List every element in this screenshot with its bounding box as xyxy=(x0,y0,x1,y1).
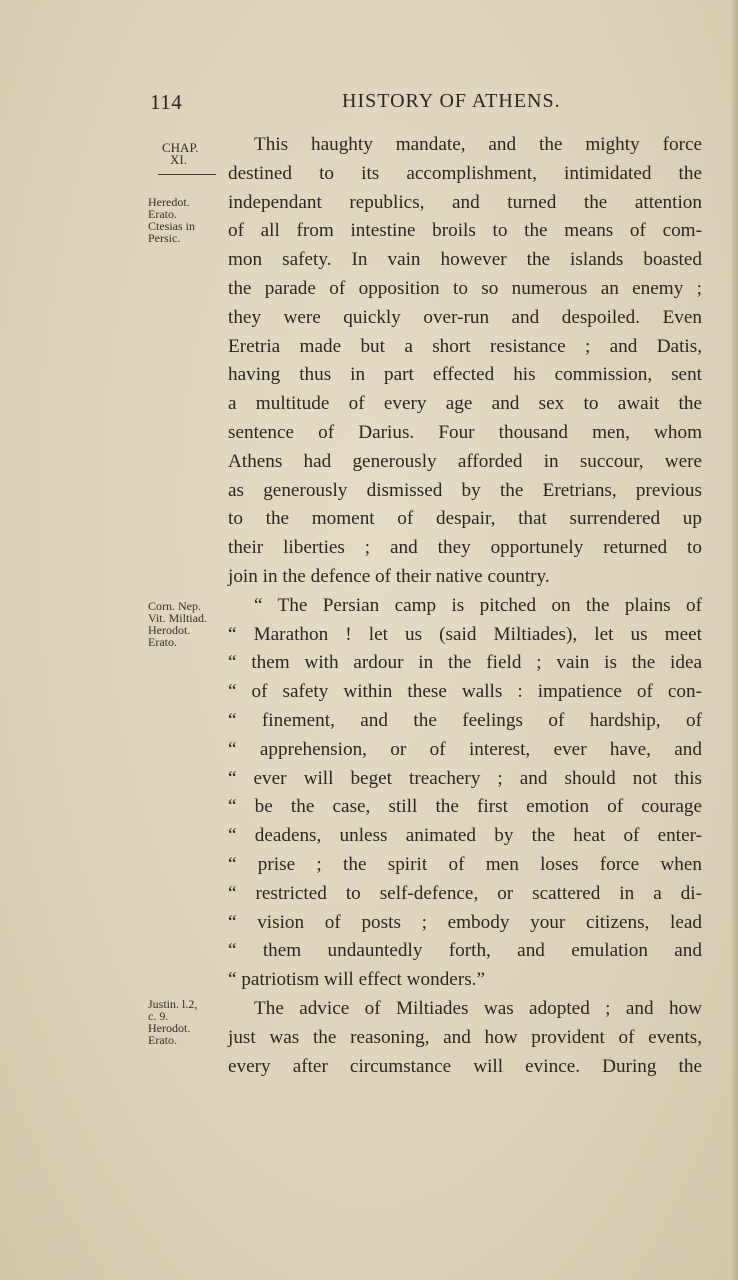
margin-note-line: Heredot. xyxy=(148,195,190,209)
quote-line: “ prise ; the spirit of men loses force when xyxy=(228,853,702,875)
quote-line: “ vision of posts ; embody your citizens, lead xyxy=(228,911,702,933)
text-line: every after circumstance will evince. During the xyxy=(228,1055,702,1077)
quote-line: “ The Persian camp is pitched on the plains of xyxy=(254,594,702,616)
text-line: their liberties ; and they opportunely returned to xyxy=(228,537,702,559)
page-header xyxy=(0,90,738,114)
page-number: 114 xyxy=(150,90,183,114)
margin-note-corn-nep xyxy=(148,600,207,648)
text-line: sentence of Darius. Four thousand men, whom xyxy=(228,421,702,443)
quote-line: “ Marathon ! let us (said Miltiades), let us meet xyxy=(228,623,702,645)
text-line: having thus in part effected his commission, sent xyxy=(228,364,702,386)
chapter-marker xyxy=(162,142,199,166)
chapter-label: CHAP. xyxy=(162,140,199,155)
page-edge xyxy=(732,0,738,1280)
text-line: a multitude of every age and sex to await the xyxy=(228,393,702,415)
margin-note-line: Erato. xyxy=(148,207,177,221)
margin-note-line: Justin. l.2, xyxy=(148,997,198,1011)
margin-note-line: c. 9. xyxy=(148,1009,169,1023)
margin-note-line: Erato. xyxy=(148,1033,177,1047)
text-line: Athens had generously afforded in succour, were xyxy=(228,450,702,472)
quote-line: “ restricted to self-defence, or scattered in a di- xyxy=(228,882,702,904)
text-line: independant republics, and turned the attention xyxy=(228,191,702,213)
quote-line: “ ever will beget treachery ; and should not this xyxy=(228,767,702,789)
quote-line: “ them with ardour in the field ; vain is the idea xyxy=(228,652,702,674)
text-line: they were quickly over-run and despoiled. Even xyxy=(228,306,702,328)
text-line: This haughty mandate, and the mighty force xyxy=(254,134,702,155)
margin-note-heredot xyxy=(148,196,195,244)
text-line: of all from intestine broils to the means of com- xyxy=(228,220,702,242)
running-head: HISTORY OF ATHENS. xyxy=(342,90,561,112)
text-line: just was the reasoning, and how provident of events, xyxy=(228,1026,702,1048)
chapter-number: XI. xyxy=(170,152,187,167)
margin-note-line: Herodot. xyxy=(148,1021,191,1035)
margin-note-line: Vit. Miltiad. xyxy=(148,611,207,625)
quote-line: “ apprehension, or of interest, ever have, and xyxy=(228,738,702,760)
quote-line: “ deadens, unless animated by the heat of enter- xyxy=(228,825,702,847)
margin-note-justin xyxy=(148,998,197,1046)
text-line: as generously dismissed by the Eretrians, previous xyxy=(228,479,702,501)
quote-line: “ patriotism will effect wonders.” xyxy=(228,969,485,991)
margin-note-line: Ctesias in xyxy=(148,219,195,233)
margin-note-line: Erato. xyxy=(148,635,177,649)
text-line: the parade of opposition to so numerous an enemy ; xyxy=(228,277,702,299)
text-line: to the moment of despair, that surrendered up xyxy=(228,508,702,530)
body-text xyxy=(228,131,702,1081)
quote-line: “ of safety within these walls : impatience of con- xyxy=(228,681,702,703)
text-line: join in the defence of their native country. xyxy=(228,565,550,587)
text-line: destined to its accomplishment, intimidated the xyxy=(228,162,702,184)
margin-note-line: Corn. Nep. xyxy=(148,599,201,613)
text-line: The advice of Miltiades was adopted ; and how xyxy=(254,997,702,1019)
text-line: mon safety. In vain however the islands boasted xyxy=(228,249,702,271)
text-line: Eretria made but a short resistance ; and Datis, xyxy=(228,335,702,357)
chapter-rule xyxy=(158,174,216,175)
margin-note-line: Herodot. xyxy=(148,623,191,637)
quote-line: “ finement, and the feelings of hardship, of xyxy=(228,709,702,731)
quote-line: “ be the case, still the first emotion of courage xyxy=(228,796,702,818)
margin-notes xyxy=(148,0,228,1280)
quote-line: “ them undauntedly forth, and emulation and xyxy=(228,940,702,962)
margin-note-line: Persic. xyxy=(148,231,181,245)
